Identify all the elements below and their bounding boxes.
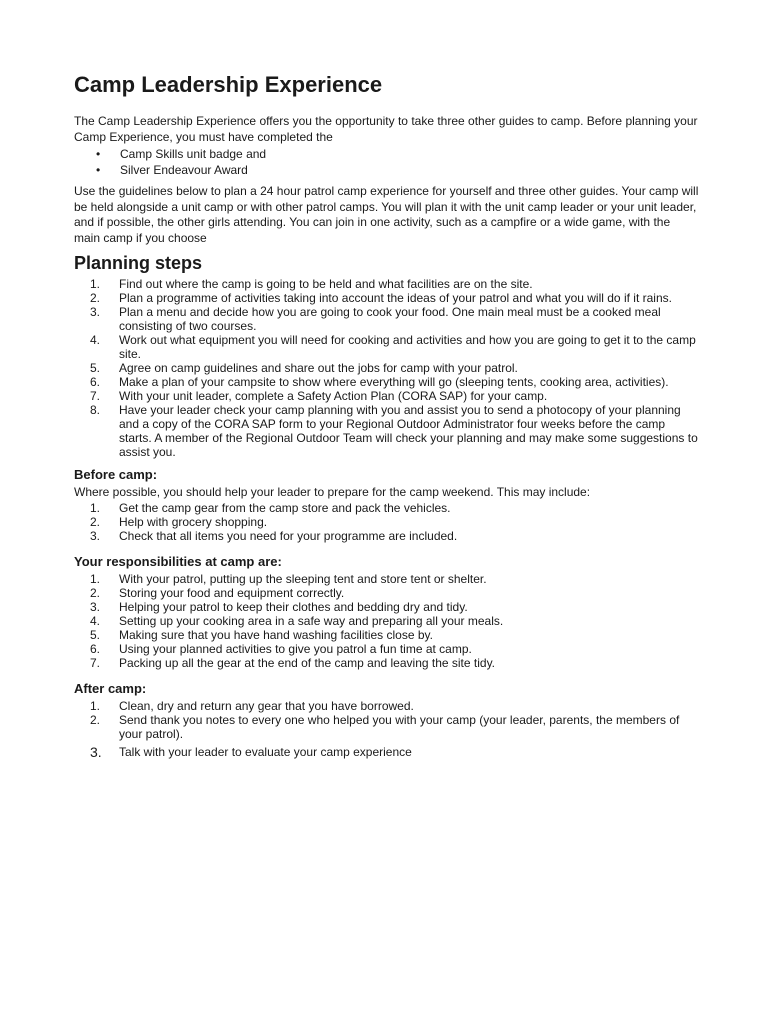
- page-title: Camp Leadership Experience: [74, 72, 383, 97]
- list-item: 4. Setting up your cooking area in a safe way and preparing all your meals.: [90, 613, 504, 628]
- list-item: 2. Plan a programme of activities taking into account the ideas of your patrol and what you will do if it rains.: [90, 291, 672, 305]
- list-item: 5. Agree on camp guidelines and share out the jobs for camp with your patrol.: [90, 361, 518, 375]
- after-camp-heading: After camp:: [74, 680, 147, 696]
- list-item: 7. Packing up all the gear at the end of the camp and leaving the site tidy.: [90, 655, 496, 670]
- planning-steps-list: [74, 277, 699, 459]
- document-body: [74, 70, 699, 759]
- list-item: 6. Make a plan of your campsite to show where everything will go (sleeping tents, cooking area, activities).: [90, 375, 669, 389]
- list-item: 1. With your patrol, putting up the sleeping tent and store tent or shelter.: [90, 571, 487, 586]
- before-camp-intro: Where possible, you should help your leader to prepare for the camp weekend. This may include:: [74, 485, 591, 499]
- list-item: 3. Plan a menu and decide how you are going to cook your food. One main meal must be a cooked meal consisting of two courses.: [90, 305, 661, 333]
- prerequisite-item: • Silver Endeavour Award: [96, 162, 248, 177]
- before-camp-heading: Before camp:: [74, 467, 158, 482]
- list-item: 1. Get the camp gear from the camp store and pack the vehicles.: [90, 500, 451, 515]
- list-item: 4. Work out what equipment you will need for cooking and activities and how you are going to get it to the camp site.: [90, 333, 696, 361]
- prerequisites-list: [74, 147, 699, 178]
- planning-steps-heading: Planning steps: [74, 253, 203, 273]
- responsibilities-heading: Your responsibilities at camp are:: [74, 553, 282, 569]
- list-item: 2. Storing your food and equipment correctly.: [90, 585, 345, 600]
- list-item: 1. Find out where the camp is going to be held and what facilities are on the site.: [90, 277, 533, 291]
- after-camp-list: [74, 699, 699, 759]
- list-item: 1. Clean, dry and return any gear that you have borrowed.: [90, 698, 414, 713]
- guidelines-paragraph: Use the guidelines below to plan a 24 hour patrol camp experience for yourself and three other guides. Your camp will be held alongside a unit camp or with other patrol camps. You will plan it with the unit camp leader or your unit leader, and if possible, the other girls attending. You can join in one activity, such as a campfire or a wide game, with the main camp if you choose: [74, 184, 699, 245]
- list-item: 2. Help with grocery shopping.: [90, 514, 268, 529]
- list-item: 3. Talk with your leader to evaluate your camp experience: [90, 743, 412, 760]
- list-item: 8. Have your leader check your camp planning with you and assist you to send a photocopy of your planning and a copy of the CORA SAP form to your Regional Outdoor Administrator four weeks before the camp starts. A member of the Regional Outdoor Team will check your planning and may make some suggestions to assist you.: [90, 403, 698, 459]
- list-item: 6. Using your planned activities to give you patrol a fun time at camp.: [90, 641, 472, 656]
- list-item: 3. Helping your patrol to keep their clothes and bedding dry and tidy.: [90, 599, 468, 614]
- list-item: 2. Send thank you notes to every one who helped you with your camp (your leader, parents, the members of your patrol).: [90, 712, 680, 741]
- list-item: 3. Check that all items you need for your programme are included.: [90, 528, 458, 543]
- prerequisite-item: • Camp Skills unit badge and: [96, 147, 267, 161]
- responsibilities-list: [74, 572, 699, 670]
- list-item: 5. Making sure that you have hand washing facilities close by.: [90, 627, 433, 642]
- intro-paragraph: The Camp Leadership Experience offers you the opportunity to take three other guides to camp. Before planning your Camp Experience, you must have completed the: [74, 114, 698, 144]
- list-item: 7. With your unit leader, complete a Safety Action Plan (CORA SAP) for your camp.: [90, 389, 548, 403]
- before-camp-list: [74, 501, 699, 543]
